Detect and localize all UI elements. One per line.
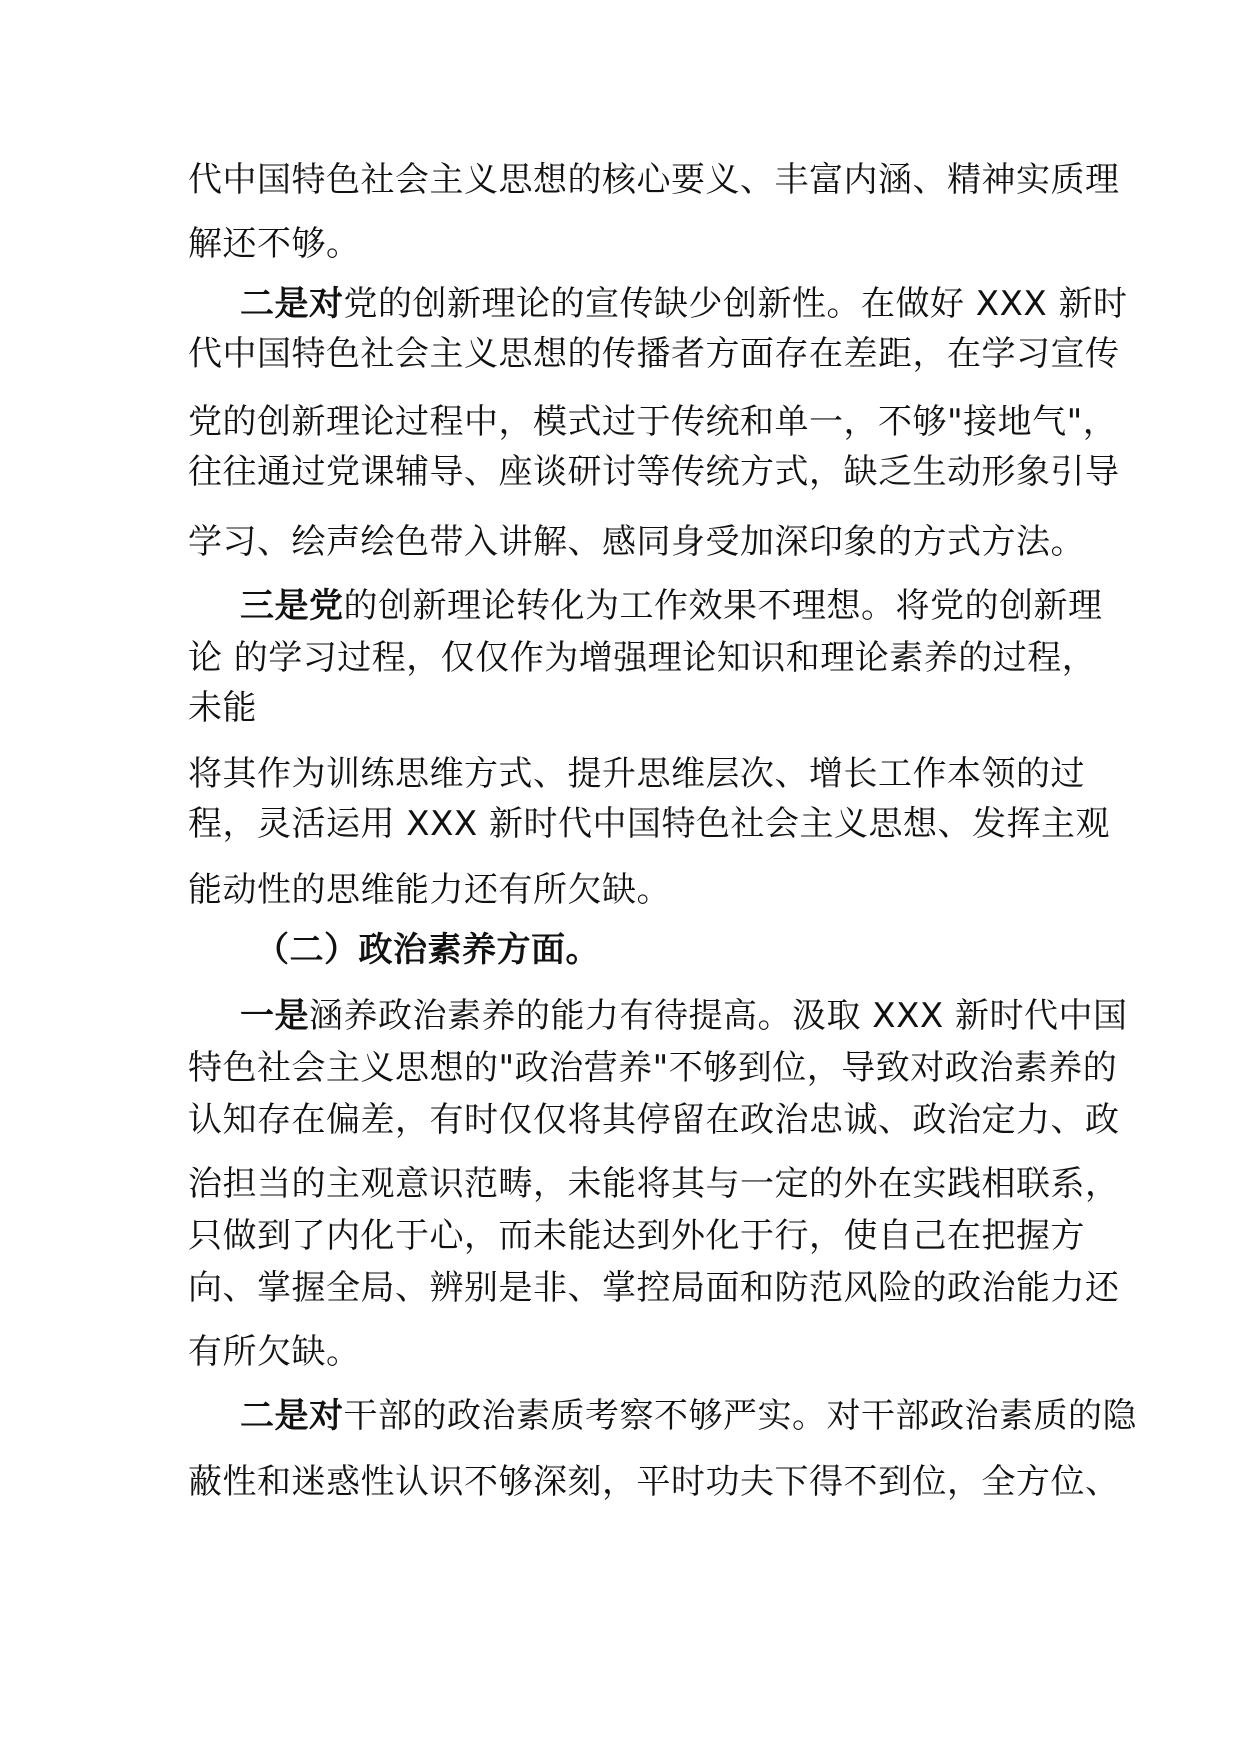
line-text: 只做到了内化于心，而未能达到外化于行，使自己在把握方 bbox=[188, 1216, 1085, 1256]
line-text: 代中国特色社会主义思想的传播者方面存在差距，在学习宣传 bbox=[188, 334, 1120, 374]
bold-lead: 三是党 bbox=[240, 586, 344, 626]
bold-lead: 一是 bbox=[240, 996, 309, 1036]
line-text: 往往通过党课辅导、座谈研讨等传统方式，缺乏生动形象引导 bbox=[188, 452, 1120, 492]
text-line bbox=[188, 1162, 1120, 1206]
text-line bbox=[188, 1460, 1120, 1504]
line-text: 认知存在偏差，有时仅仅将其停留在政治忠诚、政治定力、政 bbox=[188, 1100, 1120, 1140]
bold-lead: 二是对 bbox=[240, 1396, 344, 1436]
line-text: 向、掌握全局、辨别是非、掌控局面和防范风险的政治能力还 bbox=[188, 1268, 1120, 1308]
line-text: 论 的学习过程，仅仅作为增强理论知识和理论素养的过程， bbox=[188, 638, 1097, 678]
line-text: 学习、绘声绘色带入讲解、感同身受加深印象的方式方法。 bbox=[188, 522, 1085, 562]
line-text: 解还不够。 bbox=[188, 224, 361, 264]
text-line bbox=[188, 1266, 1120, 1310]
line-text: 能动性的思维能力还有所欠缺。 bbox=[188, 870, 671, 910]
text-line bbox=[240, 584, 1103, 628]
text-line bbox=[188, 868, 671, 912]
line-text: 将其作为训练思维方式、提升思维层次、增长工作本领的过 bbox=[188, 754, 1085, 794]
text-line bbox=[188, 802, 1110, 846]
line-text: 治担当的主观意识范畴，未能将其与一定的外在实践相联系， bbox=[188, 1164, 1120, 1204]
bold-lead: （二）政治素养方面。 bbox=[255, 930, 600, 970]
text-line bbox=[188, 222, 361, 266]
line-text: 代中国特色社会主义思想的核心要义、丰富内涵、精神实质理 bbox=[188, 160, 1120, 200]
text-line bbox=[255, 928, 600, 972]
text-line bbox=[240, 282, 1128, 326]
text-line bbox=[188, 520, 1085, 564]
line-text: 程，灵活运用 XXX 新时代中国特色社会主义思想、发挥主观 bbox=[188, 804, 1110, 844]
text-line bbox=[188, 332, 1120, 376]
line-text: 蔽性和迷惑性认识不够深刻，平时功夫下得不到位，全方位、 bbox=[188, 1462, 1120, 1502]
text-line bbox=[188, 1098, 1120, 1142]
text-line bbox=[188, 400, 1117, 444]
text-line bbox=[188, 450, 1120, 494]
line-text: 干部的政治素质考察不够严实。对干部政治素质的隐 bbox=[343, 1396, 1137, 1436]
line-text: 未能 bbox=[188, 688, 257, 728]
bold-lead: 二是对 bbox=[240, 284, 344, 324]
text-line bbox=[188, 158, 1120, 202]
text-line bbox=[188, 1046, 1117, 1090]
text-line bbox=[188, 752, 1085, 796]
line-text: 党的创新理论过程中，模式过于传统和单一，不够"接地气"， bbox=[188, 402, 1118, 442]
text-line bbox=[188, 686, 257, 730]
line-text: 的创新理论转化为工作效果不理想。将党的创新理 bbox=[343, 586, 1103, 626]
line-text: 涵养政治素养的能力有待提高。汲取 XXX 新时代中国 bbox=[309, 996, 1128, 1036]
text-line bbox=[188, 1214, 1085, 1258]
line-text: 党的创新理论的宣传缺少创新性。在做好 XXX 新时 bbox=[343, 284, 1128, 324]
line-text: 特色社会主义思想的"政治营养"不够到位，导致对政治素养的 bbox=[188, 1048, 1118, 1088]
line-text: 有所欠缺。 bbox=[188, 1332, 361, 1372]
text-line bbox=[240, 994, 1128, 1038]
text-line bbox=[188, 636, 1096, 680]
text-line bbox=[240, 1394, 1137, 1438]
text-line bbox=[188, 1330, 361, 1374]
